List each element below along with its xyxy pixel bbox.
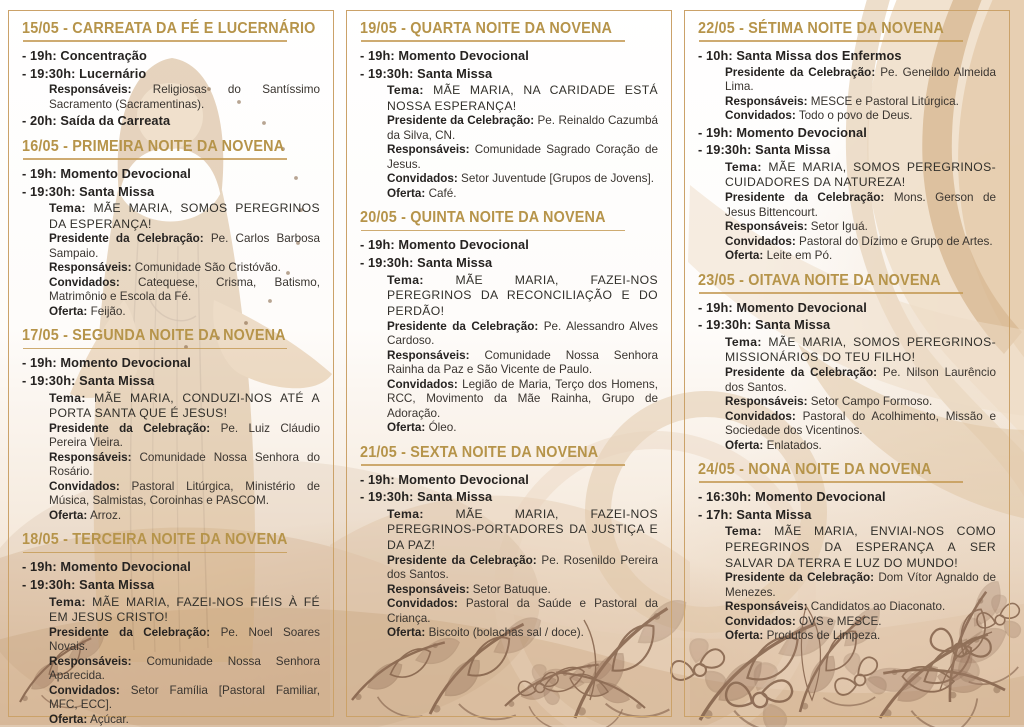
detail-text: Catequese, Crisma, Batismo, Matrimônio e Escola da Fé. — [49, 275, 321, 304]
detail-line — [725, 600, 996, 615]
detail-label: Convidados: — [49, 479, 120, 493]
time-entry: - 19h: Momento Devocional — [22, 559, 191, 575]
detail-text: Comunidade São Cristóvão. — [134, 261, 281, 275]
detail-line — [387, 554, 658, 583]
detail-line — [49, 626, 320, 655]
detail-text: Comunidade Nossa Senhora Aparecida. — [49, 654, 320, 683]
detail-text: Candidatos ao Diaconato. — [810, 600, 946, 614]
detail-line — [49, 201, 320, 232]
detail-line — [387, 583, 658, 598]
section-date-heading — [360, 20, 658, 42]
detail-line — [49, 451, 320, 480]
time-entry: - 19h: Momento Devocional — [360, 48, 529, 63]
detail-label: Responsáveis: — [49, 450, 132, 464]
time-entry: - 19:30h: Santa Missa — [360, 489, 493, 505]
detail-label: Responsáveis: — [387, 348, 470, 362]
section-date-heading-text: 16/05 - PRIMEIRA NOITE DA NOVENA — [22, 137, 285, 155]
detail-text: MÃE MARIA, NA CARIDADE ESTÁ NOSSA ESPERANÇA! — [387, 83, 658, 113]
detail-line — [49, 232, 320, 261]
novena-day-section — [698, 272, 996, 453]
detail-text: Legião de Maria, Terço dos Homens, RCC, Movimento da Mãe Rainha, Grupo de Adoração. — [387, 377, 658, 420]
novena-day-section — [22, 327, 320, 523]
detail-line — [49, 422, 320, 451]
detail-text: OVS e MESCE. — [799, 614, 882, 628]
section-date-heading — [22, 20, 320, 42]
section-date-heading — [22, 531, 320, 553]
detail-label: Tema: — [725, 159, 762, 174]
detail-label: Presidente da Celebração: — [725, 366, 878, 380]
detail-text: Feijão. — [90, 304, 126, 318]
section-date-heading — [698, 272, 996, 294]
detail-text: Pe. Geneildo Almeida Lima. — [725, 65, 997, 94]
detail-label: Convidados: — [725, 109, 796, 123]
section-date-heading — [22, 138, 320, 160]
time-entry: - 19:30h: Santa Missa — [360, 65, 493, 81]
detail-label: Convidados: — [725, 409, 796, 423]
detail-line — [387, 320, 658, 349]
detail-text: Comunidade Nossa Senhora Rainha da Paz e São Vicente de Paulo. — [387, 348, 658, 377]
detail-label: Oferta: — [387, 186, 426, 200]
novena-day-section — [360, 209, 658, 435]
detail-text: Pastoral da Saúde e Pastoral da Criança. — [387, 597, 658, 625]
detail-label: Presidente da Celebração: — [387, 114, 535, 128]
time-entry: - 19h: Momento Devocional — [698, 124, 867, 140]
detail-text: Pe. Carlos Barbosa Sampaio. — [49, 232, 320, 260]
section-date-heading-text: 20/05 - QUINTA NOITE DA NOVENA — [360, 209, 606, 227]
detail-label: Oferta: — [387, 421, 426, 435]
section-date-heading-text: 21/05 - SEXTA NOITE DA NOVENA — [360, 443, 599, 461]
detail-label: Tema: — [387, 272, 424, 287]
section-date-heading — [360, 444, 658, 466]
detail-line — [49, 83, 320, 112]
detail-label: Tema: — [387, 83, 424, 98]
detail-text: MÃE MARIA, FAZEI-NOS PEREGRINOS DA RECONCILIAÇÃO E DO PERDÃO! — [387, 272, 658, 318]
detail-line — [387, 378, 658, 422]
detail-label: Oferta: — [725, 629, 764, 643]
detail-line — [725, 191, 996, 220]
detail-text: Leite em Pó. — [766, 249, 833, 263]
detail-line — [49, 261, 320, 276]
detail-line — [725, 220, 996, 235]
detail-text: Comunidade Sagrado Coração de Jesus. — [387, 143, 658, 171]
detail-text: MÃE MARIA, CONDUZI-NOS ATÉ A PORTA SANTA QUE É JESUS! — [49, 390, 320, 421]
detail-text: Pe. Alessandro Alves Cardoso. — [387, 319, 658, 348]
detail-text: MÃE MARIA, FAZEI-NOS FIÉIS À FÉ EM JESUS CRISTO! — [49, 594, 320, 625]
detail-line — [725, 66, 996, 95]
section-date-heading-text: 19/05 - QUARTA NOITE DA NOVENA — [360, 20, 613, 37]
novena-day-section — [360, 20, 658, 201]
detail-label: Convidados: — [49, 683, 120, 697]
detail-label: Tema: — [387, 506, 424, 521]
detail-line — [387, 273, 658, 320]
detail-label: Presidente da Celebração: — [725, 65, 876, 79]
detail-label: Responsáveis: — [49, 83, 132, 97]
detail-line — [725, 395, 996, 410]
time-entry: - 10h: Santa Missa dos Enfermos — [698, 48, 902, 63]
detail-text: MÃE MARIA, SOMOS PEREGRINOS-CUIDADORES DA NATUREZA! — [725, 159, 996, 190]
detail-label: Presidente da Celebração: — [49, 625, 211, 639]
detail-line — [725, 249, 996, 264]
detail-label: Oferta: — [387, 626, 426, 640]
detail-text: Pe. Rosenildo Pereira dos Santos. — [387, 553, 658, 582]
detail-label: Presidente da Celebração: — [387, 319, 539, 333]
detail-label: Tema: — [49, 390, 86, 405]
detail-text: MÃE MARIA, FAZEI-NOS PEREGRINOS-PORTADORES DA JUSTIÇA E DA PAZ! — [387, 506, 658, 553]
detail-label: Convidados: — [725, 234, 796, 248]
detail-label: Oferta: — [49, 304, 88, 318]
time-entry: - 16:30h: Momento Devocional — [698, 489, 886, 505]
detail-text: Biscoito (bolachas sal / doce). — [428, 626, 584, 640]
detail-text: Produtos de Limpeza. — [766, 629, 881, 643]
detail-label: Convidados: — [49, 275, 120, 289]
detail-text: Setor Iguá. — [810, 220, 868, 234]
section-date-heading — [698, 20, 996, 42]
schedule-column — [8, 10, 334, 726]
novena-day-section — [360, 444, 658, 641]
detail-label: Convidados: — [725, 614, 796, 628]
detail-label: Oferta: — [49, 712, 88, 726]
detail-text: MESCE e Pastoral Litúrgica. — [810, 94, 959, 108]
novena-day-section — [698, 20, 996, 264]
detail-line — [387, 83, 658, 114]
detail-label: Convidados: — [387, 377, 458, 391]
detail-line — [725, 615, 996, 630]
detail-line — [49, 655, 320, 684]
section-date-heading — [360, 209, 658, 231]
detail-label: Oferta: — [49, 508, 88, 522]
section-date-heading — [22, 327, 320, 349]
detail-label: Tema: — [725, 524, 762, 539]
detail-text: Café. — [428, 186, 457, 200]
detail-text: Pe. Noel Soares Novais. — [49, 625, 320, 654]
novena-day-section — [698, 461, 996, 644]
detail-text: Religiosas do Santíssimo Sacramento (Sacramentinas). — [49, 83, 320, 111]
detail-text: Mons. Gerson de Jesus Bittencourt. — [725, 191, 997, 219]
detail-line — [387, 507, 658, 554]
detail-line — [725, 439, 996, 454]
detail-text: Pe. Nilson Laurêncio dos Santos. — [725, 366, 997, 394]
detail-label: Responsáveis: — [49, 261, 132, 275]
time-entry: - 20h: Saída da Carreata — [22, 113, 171, 129]
detail-label: Responsáveis: — [387, 143, 470, 157]
detail-label: Responsáveis: — [725, 600, 808, 614]
detail-line — [725, 571, 996, 600]
detail-line — [725, 335, 996, 366]
detail-text: MÃE MARIA, SOMOS PEREGRINOS DA ESPERANÇA! — [49, 201, 320, 231]
detail-line — [49, 595, 320, 626]
detail-label: Responsáveis: — [725, 94, 808, 108]
detail-label: Tema: — [725, 334, 762, 349]
detail-line — [49, 391, 320, 422]
time-entry: - 19:30h: Santa Missa — [360, 255, 493, 271]
time-entry: - 19:30h: Santa Missa — [22, 183, 155, 199]
section-date-heading-text: 15/05 - CARREATA DA FÉ E LUCERNÁRIO — [22, 20, 316, 37]
detail-line — [49, 305, 320, 320]
detail-line — [725, 95, 996, 110]
detail-text: Pastoral do Acolhimento, Missão e Sociedade dos Vicentinos. — [725, 409, 996, 438]
time-entry: - 19:30h: Santa Missa — [698, 317, 831, 333]
detail-line — [725, 366, 996, 395]
time-entry: - 19h: Concentração — [22, 48, 147, 63]
time-entry: - 19:30h: Lucernário — [22, 65, 147, 81]
detail-line — [49, 713, 320, 727]
novena-day-section — [22, 138, 320, 319]
detail-line — [387, 421, 658, 436]
detail-line — [49, 509, 320, 524]
schedule-column — [684, 10, 1010, 717]
detail-text: MÃE MARIA, SOMOS PEREGRINOS-MISSIONÁRIOS DO TEU FILHO! — [725, 334, 996, 365]
detail-line — [725, 160, 996, 191]
detail-label: Convidados: — [387, 172, 458, 186]
detail-text: Pe. Luiz Cláudio Pereira Vieira. — [49, 421, 320, 450]
detail-text: Todo o povo de Deus. — [798, 109, 913, 123]
detail-text: Dom Vítor Agnaldo de Menezes. — [725, 571, 996, 599]
detail-line — [725, 524, 996, 571]
section-date-heading — [698, 461, 996, 483]
detail-line — [387, 143, 658, 172]
section-date-heading-text: 18/05 - TERCEIRA NOITE DA NOVENA — [22, 531, 288, 549]
detail-text: Pastoral Litúrgica, Ministério de Música, Salmistas, Coroinhas e PASCOM. — [49, 479, 320, 508]
detail-line — [725, 235, 996, 250]
detail-text: Pastoral do Dízimo e Grupo de Artes. — [799, 234, 993, 248]
detail-line — [387, 114, 658, 143]
detail-line — [49, 480, 320, 509]
detail-line — [725, 629, 996, 644]
schedule-column — [346, 10, 672, 717]
detail-text: Óleo. — [428, 421, 457, 435]
detail-text: Setor Juventude [Grupos de Jovens]. — [461, 172, 654, 186]
detail-line — [49, 684, 320, 713]
detail-text: Arroz. — [89, 508, 122, 522]
detail-line — [49, 276, 320, 305]
detail-line — [387, 172, 658, 187]
time-entry: - 19:30h: Santa Missa — [22, 372, 155, 388]
time-entry: - 19:30h: Santa Missa — [22, 576, 155, 592]
time-entry: - 19h: Momento Devocional — [360, 237, 529, 253]
detail-label: Convidados: — [387, 597, 458, 611]
detail-text: Pe. Reinaldo Cazumbá da Silva, CN. — [387, 114, 659, 142]
detail-label: Presidente da Celebração: — [725, 571, 874, 585]
detail-label: Presidente da Celebração: — [49, 421, 211, 435]
columns — [8, 10, 1010, 726]
detail-label: Responsáveis: — [49, 654, 132, 668]
time-entry: - 17h: Santa Missa — [698, 506, 812, 522]
novena-day-section — [22, 531, 320, 727]
time-entry: - 19h: Momento Devocional — [360, 471, 529, 487]
section-date-heading-text: 24/05 - NONA NOITE DA NOVENA — [698, 461, 932, 479]
detail-label: Responsáveis: — [387, 582, 470, 596]
detail-label: Tema: — [49, 594, 86, 609]
detail-label: Presidente da Celebração: — [49, 232, 204, 246]
time-entry: - 19h: Momento Devocional — [22, 355, 191, 371]
detail-text: MÃE MARIA, ENVIAI-NOS COMO PEREGRINOS DA ESPERANÇA A SER SALVAR DA TERRA E LUZ DO MUNDO! — [725, 524, 996, 570]
detail-text: Enlatados. — [766, 438, 822, 452]
section-date-heading-text: 23/05 - OITAVA NOITE DA NOVENA — [698, 271, 941, 289]
detail-line — [725, 109, 996, 124]
section-date-heading-text: 17/05 - SEGUNDA NOITE DA NOVENA — [22, 327, 286, 345]
detail-label: Oferta: — [725, 249, 764, 263]
detail-line — [725, 410, 996, 439]
detail-label: Tema: — [49, 201, 86, 216]
detail-label: Responsáveis: — [725, 220, 808, 234]
detail-line — [387, 597, 658, 626]
detail-label: Oferta: — [725, 438, 764, 452]
detail-label: Responsáveis: — [725, 395, 808, 409]
detail-text: Setor Família [Pastoral Familiar, MFC, ECC]. — [49, 683, 320, 712]
detail-text: Setor Batuque. — [472, 582, 551, 596]
time-entry: - 19h: Momento Devocional — [698, 299, 867, 315]
detail-text: Açúcar. — [89, 712, 129, 726]
detail-label: Presidente da Celebração: — [725, 191, 885, 205]
detail-line — [387, 187, 658, 202]
section-date-heading-text: 22/05 - SÉTIMA NOITE DA NOVENA — [698, 20, 944, 37]
detail-line — [387, 626, 658, 641]
time-entry: - 19h: Momento Devocional — [22, 165, 191, 181]
novena-day-section — [22, 20, 320, 130]
time-entry: - 19:30h: Santa Missa — [698, 142, 831, 158]
detail-text: Comunidade Nossa Senhora do Rosário. — [49, 450, 320, 479]
detail-text: Setor Campo Formoso. — [810, 395, 933, 409]
detail-label: Presidente da Celebração: — [387, 553, 537, 567]
detail-line — [387, 349, 658, 378]
